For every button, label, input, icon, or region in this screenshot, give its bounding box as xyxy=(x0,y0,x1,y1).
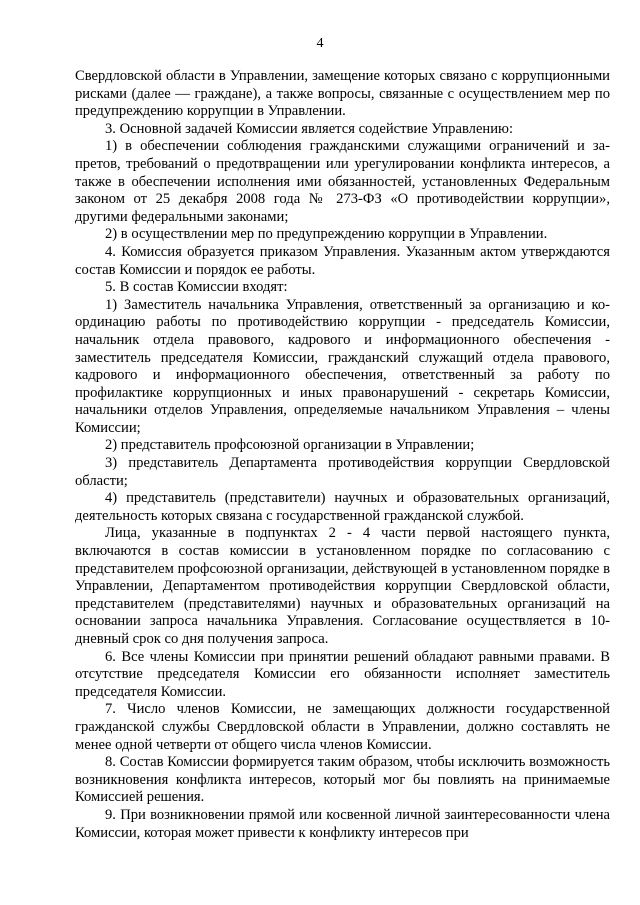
paragraph-subitem-5-3: 3) представитель Департамента противодействия коррупции Свердловской области; xyxy=(75,455,610,489)
paragraph-subitem-5-2: 2) представитель профсоюзной организации в Управлении; xyxy=(105,437,475,454)
document-body xyxy=(75,68,610,842)
paragraph-subitem-3-1: 1) в обеспечении соблюдения гражданскими служащими ограничений и запретов, требований о предотвращении или урегулировании конфликта интересов, а также в обеспечении исполнения ими обязанностей, установленных Федеральным законом от 25 декабря 2008 года № 273-ФЗ «О противодействии коррупции», другими федеральными законами; xyxy=(75,138,610,225)
paragraph-subitem-3-2: 2) в осуществлении мер по предупреждению коррупции в Управлении. xyxy=(105,226,548,243)
paragraph-item-8: 8. Состав Комиссии формируется таким образом, чтобы исключить возможность возникновения конфликта интересов, который мог бы повлиять на принимаемые Комиссией решения. xyxy=(75,754,610,806)
paragraph-item-9: 9. При возникновении прямой или косвенной личной заинтересованности члена Комиссии, которая может привести к конфликту интересов при xyxy=(75,806,610,841)
paragraph-continuation: Свердловской области в Управлении, замещение которых связано с коррупционными рисками (далее — граждане), а также вопросы, связанные с осуществлением мер по предупреждению коррупции в Управлении. xyxy=(75,68,610,120)
page-number: 4 xyxy=(316,36,324,51)
paragraph-item-5: 5. В состав Комиссии входят: xyxy=(105,279,288,296)
paragraph-item-3: 3. Основной задачей Комиссии является содействие Управлению: xyxy=(105,120,513,137)
paragraph-item-7: 7. Число членов Комиссии, не замещающих должности государственной гражданской службы Свердловской области в Управлении, должно составлять не менее одной четверти от общего числа членов Комиссии. xyxy=(75,701,610,753)
paragraph-item-4: 4. Комиссия образуется приказом Управления. Указанным актом утверждаются состав Комиссии и порядок ее работы. xyxy=(75,243,610,278)
paragraph-subitem-5-4: 4) представитель (представители) научных и образовательных организаций, деятельность которых связана с государственной гражданской службой. xyxy=(75,490,610,524)
paragraph-subitem-5-1: 1) Заместитель начальника Управления, ответственный за организацию и координацию работы по противодействию коррупции - председатель Комиссии, начальник отдела правового, кадрового и информационного обеспечения - заместитель председателя Комиссии, гражданский служащий отдела правового, кадрового и информационного обеспечения, ответственный за работу по профилактике коррупционных и иных правонарушений - секретарь Комиссии, начальники отделов Управления, определяемые начальником Управления – члены Комиссии; xyxy=(75,296,610,436)
paragraph-item-5-persons: Лица, указанные в подпунктах 2 - 4 части первой настоящего пункта, включаются в состав комиссии в установленном порядке по согласованию с представителем профсоюзной организации, действующей в установленном порядке в Управлении, Департаментом противодействия коррупции Свердловской области, представителем (представителями) научных и образовательных организаций на основании запроса начальника Управления. Согласование осуществляется в 10-дневный срок со дня получения запроса. xyxy=(75,525,610,647)
paragraph-item-6: 6. Все члены Комиссии при принятии решений обладают равными правами. В отсутствие председателя Комиссии его обязанности исполняет заместитель председателя Комиссии. xyxy=(75,648,610,700)
